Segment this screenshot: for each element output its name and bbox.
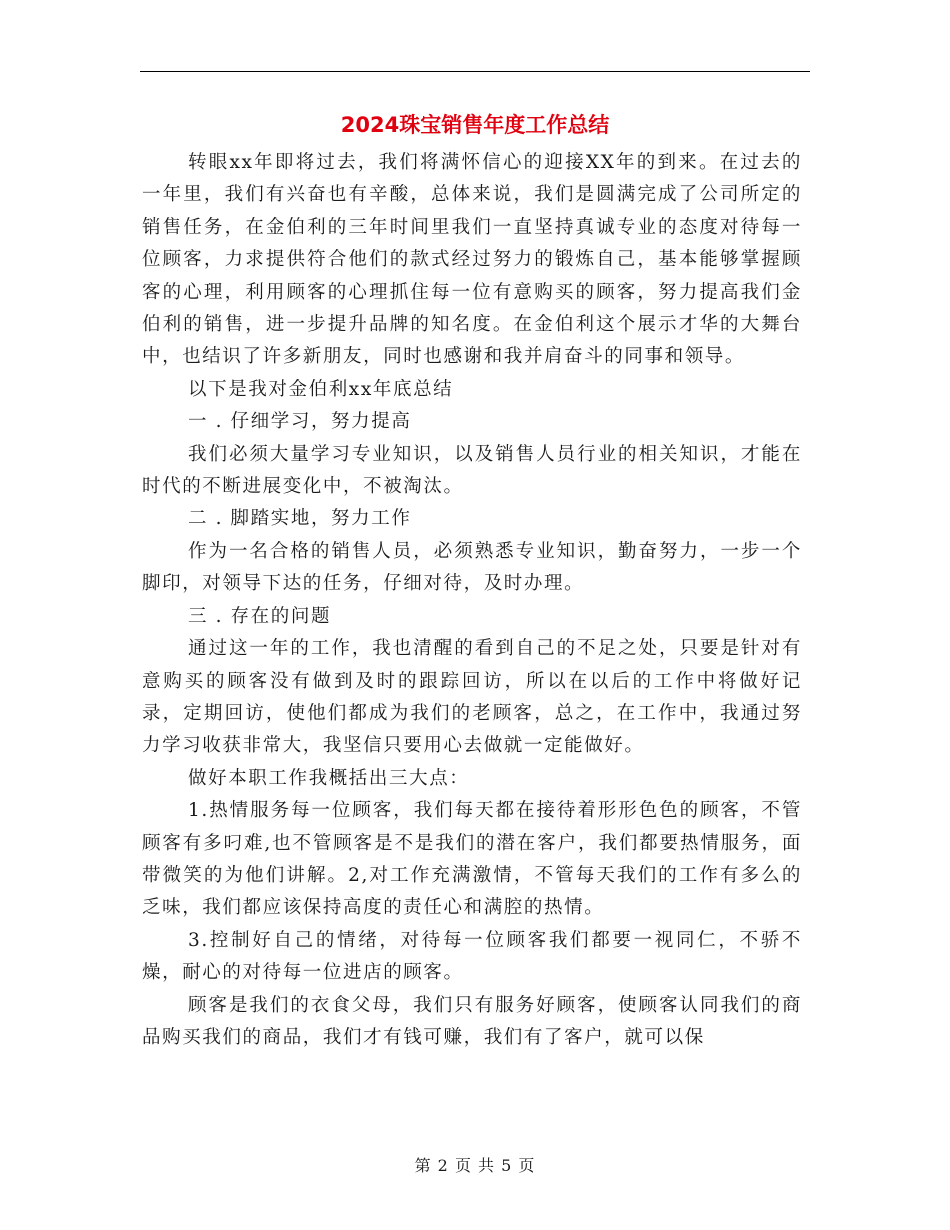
list-item: 3.控制好自己的情绪，对待每一位顾客我们都要一视同仁，不骄不燥，耐心的对待每一位进店的顾客。 [142,929,802,984]
paragraph: 以下是我对金伯利xx年底总结 [188,378,454,400]
section-heading: 一 . 仔细学习，努力提高 [188,411,412,433]
paragraph: 转眼xx年即将过去，我们将满怀信心的迎接XX年的到来。在过去的一年里，我们有兴奋也有辛酸，总体来说，我们是圆满完成了公司所定的销售任务，在金伯利的三年时间里我们一直坚持真诚专业的态度对待每一位顾客，力求提供符合他们的款式经过努力的锻炼自己，基本能够掌握顾客的心理，利用顾客的心理抓住每一位有意购买的顾客，努力提高我们金伯利的销售，进一步提升品牌的知名度。在金伯利这个展示才华的大舞台中，也结识了许多新朋友，同时也感谢和我并肩奋斗的同事和领导。 [142,152,802,368]
page-number: 第 2 页 共 5 页 [414,1156,536,1175]
document-body [142,147,802,1054]
paragraph: 我们必须大量学习专业知识，以及销售人员行业的相关知识，才能在 时代的不断进展变化中，不被淘汰。 [142,443,802,498]
section-heading: 三 . 存在的问题 [188,605,332,627]
header-rule [140,71,810,72]
list-item: 1.热情服务每一位顾客，我们每天都在接待着形形色色的顾客，不管顾客有多叼难,也不管顾客是不是我们的潜在客户，我们都要热情服务，面带微笑的为他们讲解。2,对工作充满激情，不管每天我们的工作有多么的乏味，我们都应该保持高度的责任心和满腔的热情。 [142,800,802,919]
section-heading: 二 . 脚踏实地，努力工作 [188,508,412,530]
paragraph: 作为一名合格的销售人员，必须熟悉专业知识，勤奋努力，一步一个脚印，对领导下达的任务，仔细对待，及时办理。 [142,540,802,595]
document-title: 2024珠宝销售年度工作总结 [340,113,610,137]
paragraph: 做好本职工作我概括出三大点： [188,767,470,789]
paragraph: 顾客是我们的衣食父母，我们只有服务好顾客，使顾客认同我们的商品购买我们的商品，我们才有钱可赚，我们有了客户，就可以保 [142,994,802,1048]
paragraph: 通过这一年的工作，我也清醒的看到自己的不足之处，只要是针对有意购买的顾客没有做到及时的跟踪回访，所以在以后的工作中将做好记录，定期回访，使他们都成为我们的老顾客，总之，在工作中，我通过努力学习收获非常大，我坚信只要用心去做就一定能做好。 [142,638,802,757]
